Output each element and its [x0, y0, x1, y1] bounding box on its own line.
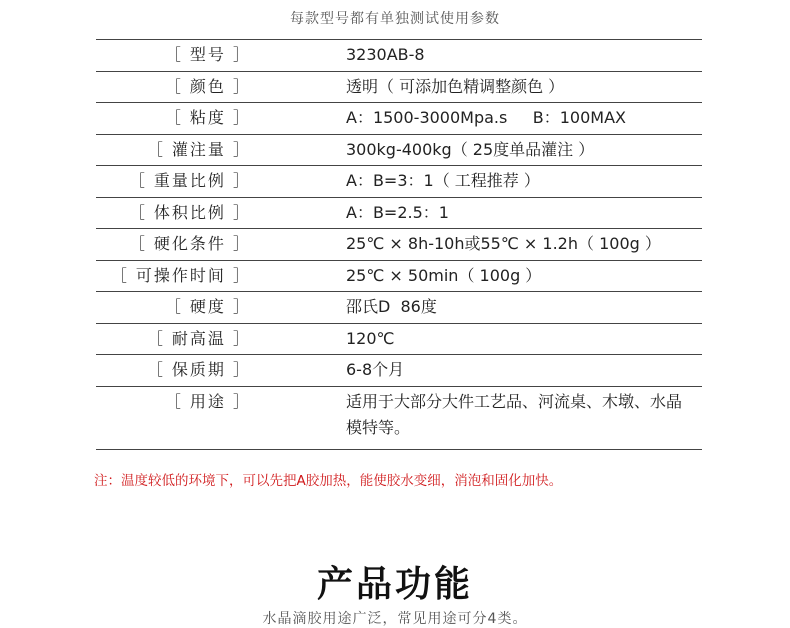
spec-table: [96, 39, 702, 450]
spec-row-heat-resistance: [96, 324, 702, 356]
spec-value: 25℃ × 8h-10h或55℃ × 1.2h（ 100g ）: [346, 234, 661, 253]
spec-value: 120℃: [346, 328, 395, 348]
spec-value: A：1500-3000Mpa.s B：100MAX: [346, 108, 627, 127]
spec-row-pour-amount: [96, 135, 702, 167]
spec-row-curing-conditions: [96, 229, 702, 261]
spec-value: 6-8个月: [346, 360, 405, 379]
section-title: 产品功能: [316, 564, 473, 605]
spec-label: ［ 保质期 ］: [146, 360, 251, 379]
spec-label: ［ 颜色 ］: [164, 76, 251, 96]
spec-row-weight-ratio: [96, 166, 702, 198]
spec-label: ［ 体积比例 ］: [128, 202, 251, 222]
spec-label: ［ 硬度 ］: [164, 297, 251, 316]
spec-value: 300kg-400kg（ 25度单品灌注 ）: [346, 139, 595, 159]
spec-value: A：B=2.5：1: [346, 202, 449, 222]
section-subtitle: 水晶滴胶用途广泛，常见用途可分4类。: [262, 611, 528, 627]
spec-label: ［ 耐高温 ］: [146, 328, 251, 348]
spec-row-viscosity: [96, 103, 702, 135]
spec-row-color: [96, 72, 702, 104]
spec-row-working-time: [96, 261, 702, 293]
warning-note: 注：温度较低的环境下，可以先把A胶加热，能使胶水变细，消泡和固化加快。: [94, 473, 563, 489]
spec-label: ［ 灌注量 ］: [146, 139, 251, 159]
spec-value: 3230AB-8: [346, 45, 425, 64]
spec-value: 邵氏D 86度: [346, 297, 437, 316]
spec-value: 25℃ × 50min（ 100g ）: [346, 265, 542, 285]
spec-label: ［ 可操作时间 ］: [110, 265, 251, 285]
spec-label: ［ 重量比例 ］: [128, 171, 251, 190]
spec-value: 透明（ 可添加色精调整颜色 ）: [346, 76, 565, 96]
spec-row-model: [96, 40, 702, 72]
spec-row-volume-ratio: [96, 198, 702, 230]
spec-label: ［ 硬化条件 ］: [128, 234, 251, 253]
spec-value: 适用于大部分大件工艺品、河流桌、木墩、水晶模特等。: [346, 391, 683, 437]
spec-row-hardness: [96, 292, 702, 324]
spec-label: ［ 粘度 ］: [164, 108, 251, 127]
spec-label: ［ 型号 ］: [164, 45, 251, 64]
spec-row-usage: [96, 387, 702, 450]
spec-intro-subtitle: 每款型号都有单独测试使用参数: [290, 11, 500, 27]
spec-label: ［ 用途 ］: [164, 391, 251, 411]
spec-row-shelf-life: [96, 355, 702, 387]
spec-value: A：B=3：1（ 工程推荐 ）: [346, 171, 540, 190]
